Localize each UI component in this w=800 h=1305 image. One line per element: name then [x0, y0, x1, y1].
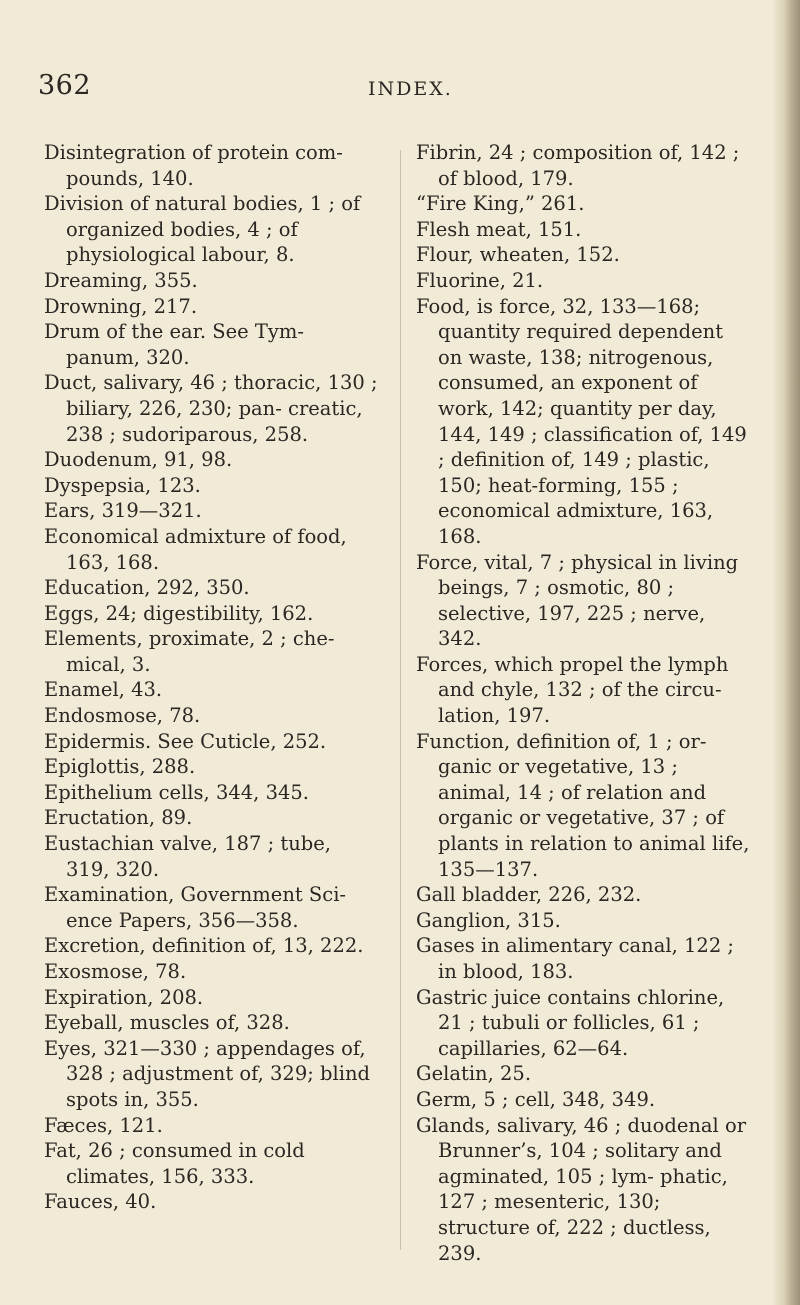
index-entry: Force, vital, 7 ; physical in living beings, 7 ; osmotic, 80 ; selective, 197, 225 ; nerve, 342.	[416, 550, 739, 651]
index-entry: Exosmose, 78.	[44, 960, 187, 983]
index-entry: Glands, salivary, 46 ; duodenal or Brunner’s, 104 ; solitary and agminated, 105 ; lym- phatic, 127 ; mesenteric, 130; structure of, 222 ; ductless, 239.	[416, 1113, 747, 1265]
index-entry: Food, is force, 32, 133—168; quantity required dependent on waste, 138; nitrogenous, consumed, an exponent of work, 142; quantity per day, 144, 149 ; classification of, 149 ; definition of, 149 ; plastic, 150; heat-forming, 155 ; economical admixture, 163, 168.	[416, 294, 747, 548]
column-divider	[400, 150, 401, 1250]
index-entry: Division of natural bodies, 1 ; of organized bodies, 4 ; of physiological labour, 8.	[44, 192, 361, 267]
index-entry: Flour, wheaten, 152.	[416, 243, 620, 267]
index-entry: Excretion, definition of, 13, 222.	[44, 934, 364, 958]
index-entry: Disintegration of protein com- pounds, 140.	[44, 141, 343, 190]
index-entry: Fæces, 121.	[44, 1113, 163, 1137]
index-entry: Eggs, 24; digestibility, 162.	[44, 601, 314, 625]
index-entry: Drum of the ear. See Tym- panum, 320.	[44, 320, 304, 369]
index-entry: Ears, 319—321.	[44, 499, 202, 523]
index-entry: Expiration, 208.	[44, 985, 204, 1009]
index-entry: Eyeball, muscles of, 328.	[44, 1011, 290, 1035]
index-entry: Gall bladder, 226, 232.	[416, 883, 642, 907]
index-entry: Eustachian valve, 187 ; tube, 319, 320.	[44, 832, 331, 881]
index-column-left	[44, 140, 379, 1215]
index-entry: Gelatin, 25.	[416, 1062, 532, 1086]
index-entry: Gastric juice contains chlorine, 21 ; tubuli or follicles, 61 ; capillaries, 62—64.	[416, 985, 725, 1060]
index-entry: Germ, 5 ; cell, 348, 349.	[416, 1087, 656, 1111]
index-entry: Dreaming, 355.	[44, 268, 198, 292]
index-entry: Education, 292, 350.	[44, 576, 250, 600]
index-entry: Fluorine, 21.	[416, 268, 544, 292]
index-entry: Function, definition of, 1 ; or- ganic or vegetative, 13 ; animal, 14 ; of relation and organic or vegetative, 37 ; of plants in relation to animal life, 135—137.	[416, 729, 750, 881]
running-head: INDEX.	[368, 78, 453, 100]
index-column-right	[416, 140, 751, 1266]
index-entry: Endosmose, 78.	[44, 704, 201, 728]
index-entry: Examination, Government Sci- ence Papers, 356—358.	[44, 883, 347, 932]
index-entry: Flesh meat, 151.	[416, 217, 582, 241]
index-entry: Duct, salivary, 46 ; thoracic, 130 ; biliary, 226, 230; pan- creatic, 238 ; sudoriparous, 258.	[44, 371, 378, 446]
index-entry: Ganglion, 315.	[416, 908, 561, 932]
index-entry: Fibrin, 24 ; composition of, 142 ; of blood, 179.	[416, 141, 740, 190]
index-entry: Elements, proximate, 2 ; che- mical, 3.	[44, 627, 335, 676]
index-entry: Economical admixture of food, 163, 168.	[44, 524, 347, 574]
index-entry: Dyspepsia, 123.	[44, 473, 201, 497]
index-entry: Forces, which propel the lymph and chyle, 132 ; of the circu- lation, 197.	[416, 652, 729, 728]
index-entry: Gases in alimentary canal, 122 ; in blood, 183.	[416, 934, 734, 983]
index-entry: Fauces, 40.	[44, 1190, 157, 1214]
index-entry: Enamel, 43.	[44, 678, 163, 702]
index-entry: Eyes, 321—330 ; appendages of, 328 ; adjustment of, 329; blind spots in, 355.	[44, 1036, 371, 1111]
index-entry: Epiglottis, 288.	[44, 755, 196, 779]
index-entry: Epidermis. See Cuticle, 252.	[44, 729, 327, 753]
index-entry: Fat, 26 ; consumed in cold climates, 156, 333.	[44, 1139, 305, 1188]
index-entry: Epithelium cells, 344, 345.	[44, 780, 309, 804]
index-entry: Eructation, 89.	[44, 806, 193, 830]
page-number: 362	[38, 70, 92, 101]
page-edge-shadow	[772, 0, 800, 1305]
index-entry: Duodenum, 91, 98.	[44, 448, 233, 472]
index-entry: Drowning, 217.	[44, 294, 198, 318]
index-entry: “Fire King,” 261.	[416, 192, 585, 216]
page-header	[38, 70, 738, 110]
